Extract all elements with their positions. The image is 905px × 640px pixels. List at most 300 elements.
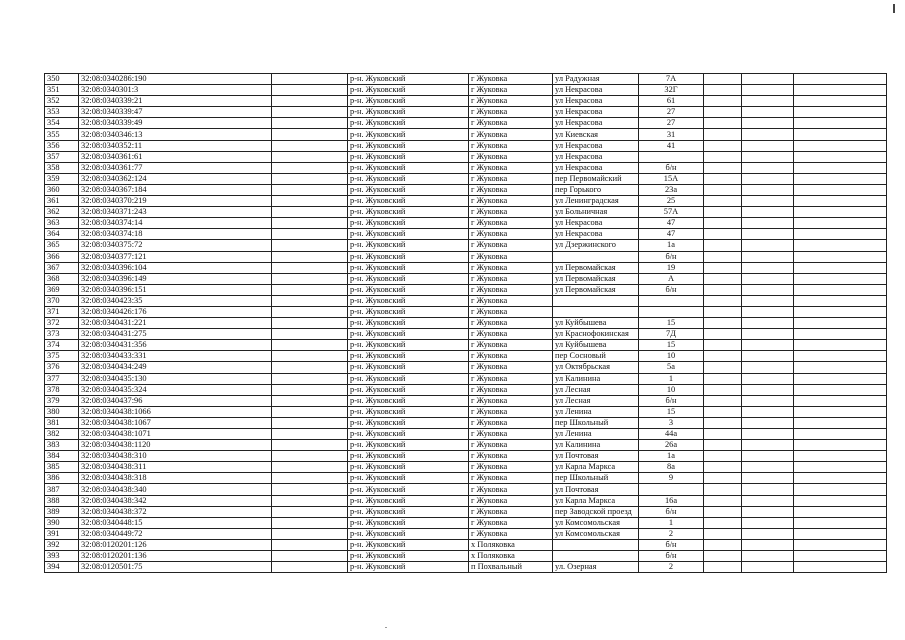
empty-cell <box>742 429 794 440</box>
empty-cell <box>272 162 348 173</box>
table-row <box>45 96 887 107</box>
house-number-cell: 1а <box>639 451 704 462</box>
district-cell: р-н. Жуковский <box>348 384 469 395</box>
street-cell: ул Некрасова <box>553 85 639 96</box>
house-number-cell: 23а <box>639 184 704 195</box>
house-number-cell: 26а <box>639 440 704 451</box>
locality-cell: х Поляковка <box>469 539 553 550</box>
empty-cell <box>794 517 887 528</box>
table-row <box>45 229 887 240</box>
locality-cell: г Жуковка <box>469 517 553 528</box>
house-number-cell: 10 <box>639 384 704 395</box>
cadastral-number-cell: 32:08:0340438:311 <box>79 462 272 473</box>
table-row <box>45 462 887 473</box>
cadastral-number-cell: 32:08:0340438:340 <box>79 484 272 495</box>
empty-cell <box>272 107 348 118</box>
street-cell: ул Лесная <box>553 395 639 406</box>
cadastral-number-cell: 32:08:0340375:72 <box>79 240 272 251</box>
street-cell: пер Школьный <box>553 417 639 428</box>
empty-cell <box>794 196 887 207</box>
district-cell: р-н. Жуковский <box>348 74 469 85</box>
house-number-cell: 2 <box>639 562 704 573</box>
cadastral-number-cell: 32:08:0340362:124 <box>79 173 272 184</box>
empty-cell <box>794 273 887 284</box>
table-row <box>45 107 887 118</box>
table-row <box>45 562 887 573</box>
table-row <box>45 517 887 528</box>
empty-cell <box>272 184 348 195</box>
district-cell: р-н. Жуковский <box>348 506 469 517</box>
row-number-cell: 390 <box>45 517 79 528</box>
district-cell: р-н. Жуковский <box>348 429 469 440</box>
district-cell: р-н. Жуковский <box>348 340 469 351</box>
empty-cell <box>742 218 794 229</box>
table-row <box>45 262 887 273</box>
empty-cell <box>794 218 887 229</box>
row-number-cell: 351 <box>45 85 79 96</box>
locality-cell: г Жуковка <box>469 417 553 428</box>
district-cell: р-н. Жуковский <box>348 351 469 362</box>
cadastral-number-cell: 32:08:0340339:21 <box>79 96 272 107</box>
street-cell: ул Почтовая <box>553 484 639 495</box>
empty-cell <box>704 506 742 517</box>
empty-cell <box>794 362 887 373</box>
cadastral-number-cell: 32:08:0340434:249 <box>79 362 272 373</box>
house-number-cell: 27 <box>639 107 704 118</box>
row-number-cell: 382 <box>45 429 79 440</box>
registry-table <box>44 73 887 573</box>
street-cell: ул Первомайская <box>553 262 639 273</box>
row-number-cell: 361 <box>45 196 79 207</box>
row-number-cell: 381 <box>45 417 79 428</box>
empty-cell <box>272 473 348 484</box>
empty-cell <box>794 451 887 462</box>
house-number-cell: 9 <box>639 473 704 484</box>
empty-cell <box>742 284 794 295</box>
district-cell: р-н. Жуковский <box>348 318 469 329</box>
table-row <box>45 351 887 362</box>
street-cell: ул Киевская <box>553 129 639 140</box>
district-cell: р-н. Жуковский <box>348 151 469 162</box>
district-cell: р-н. Жуковский <box>348 562 469 573</box>
empty-cell <box>794 151 887 162</box>
cadastral-number-cell: 32:08:0340377:121 <box>79 251 272 262</box>
empty-cell <box>704 473 742 484</box>
empty-cell <box>794 207 887 218</box>
row-number-cell: 352 <box>45 96 79 107</box>
empty-cell <box>742 229 794 240</box>
street-cell: пер Заводской проезд <box>553 506 639 517</box>
empty-cell <box>272 395 348 406</box>
locality-cell: г Жуковка <box>469 506 553 517</box>
empty-cell <box>272 85 348 96</box>
street-cell: ул. Озерная <box>553 562 639 573</box>
cadastral-number-cell: 32:08:0340438:1066 <box>79 406 272 417</box>
empty-cell <box>272 340 348 351</box>
locality-cell: г Жуковка <box>469 74 553 85</box>
row-number-cell: 355 <box>45 129 79 140</box>
table-row <box>45 284 887 295</box>
empty-cell <box>272 362 348 373</box>
cadastral-number-cell: 32:08:0340431:275 <box>79 329 272 340</box>
district-cell: р-н. Жуковский <box>348 295 469 306</box>
street-cell: ул Комсомольская <box>553 528 639 539</box>
locality-cell: п Похвальный <box>469 562 553 573</box>
cadastral-number-cell: 32:08:0340431:221 <box>79 318 272 329</box>
house-number-cell <box>639 295 704 306</box>
table-row <box>45 473 887 484</box>
empty-cell <box>794 539 887 550</box>
table-row <box>45 340 887 351</box>
row-number-cell: 389 <box>45 506 79 517</box>
row-number-cell: 394 <box>45 562 79 573</box>
district-cell: р-н. Жуковский <box>348 539 469 550</box>
house-number-cell: 1 <box>639 517 704 528</box>
table-row <box>45 218 887 229</box>
district-cell: р-н. Жуковский <box>348 495 469 506</box>
empty-cell <box>704 329 742 340</box>
cadastral-number-cell: 32:08:0120201:126 <box>79 539 272 550</box>
empty-cell <box>794 473 887 484</box>
row-number-cell: 385 <box>45 462 79 473</box>
table-row <box>45 151 887 162</box>
house-number-cell: б/н <box>639 506 704 517</box>
empty-cell <box>272 484 348 495</box>
house-number-cell: б/н <box>639 539 704 550</box>
row-number-cell: 360 <box>45 184 79 195</box>
empty-cell <box>794 395 887 406</box>
empty-cell <box>704 85 742 96</box>
empty-cell <box>742 395 794 406</box>
house-number-cell: 8а <box>639 462 704 473</box>
empty-cell <box>742 495 794 506</box>
street-cell: ул Октябрьская <box>553 362 639 373</box>
locality-cell: г Жуковка <box>469 118 553 129</box>
locality-cell: г Жуковка <box>469 429 553 440</box>
empty-cell <box>794 140 887 151</box>
empty-cell <box>704 284 742 295</box>
empty-cell <box>742 262 794 273</box>
table-body <box>45 74 887 573</box>
street-cell: пер Горького <box>553 184 639 195</box>
empty-cell <box>742 406 794 417</box>
district-cell: р-н. Жуковский <box>348 406 469 417</box>
row-number-cell: 368 <box>45 273 79 284</box>
table-row <box>45 429 887 440</box>
empty-cell <box>272 96 348 107</box>
locality-cell: г Жуковка <box>469 240 553 251</box>
empty-cell <box>272 551 348 562</box>
district-cell: р-н. Жуковский <box>348 517 469 528</box>
locality-cell: г Жуковка <box>469 451 553 462</box>
table-row <box>45 539 887 550</box>
street-cell: ул Некрасова <box>553 229 639 240</box>
house-number-cell: А <box>639 273 704 284</box>
empty-cell <box>704 129 742 140</box>
locality-cell: х Поляковка <box>469 551 553 562</box>
district-cell: р-н. Жуковский <box>348 229 469 240</box>
cadastral-number-cell: 32:08:0340438:310 <box>79 451 272 462</box>
house-number-cell: 2 <box>639 528 704 539</box>
table-row <box>45 495 887 506</box>
locality-cell: г Жуковка <box>469 295 553 306</box>
row-number-cell: 358 <box>45 162 79 173</box>
house-number-cell <box>639 306 704 317</box>
district-cell: р-н. Жуковский <box>348 417 469 428</box>
street-cell <box>553 539 639 550</box>
row-number-cell: 377 <box>45 373 79 384</box>
empty-cell <box>742 240 794 251</box>
district-cell: р-н. Жуковский <box>348 140 469 151</box>
locality-cell: г Жуковка <box>469 184 553 195</box>
table-row <box>45 318 887 329</box>
empty-cell <box>742 129 794 140</box>
empty-cell <box>704 107 742 118</box>
cadastral-number-cell: 32:08:0340370:219 <box>79 196 272 207</box>
locality-cell: г Жуковка <box>469 329 553 340</box>
row-number-cell: 386 <box>45 473 79 484</box>
district-cell: р-н. Жуковский <box>348 362 469 373</box>
table-row <box>45 362 887 373</box>
cadastral-number-cell: 32:08:0340396:151 <box>79 284 272 295</box>
empty-cell <box>794 107 887 118</box>
street-cell: ул Некрасова <box>553 96 639 107</box>
street-cell: ул Некрасова <box>553 140 639 151</box>
house-number-cell: 41 <box>639 140 704 151</box>
district-cell: р-н. Жуковский <box>348 440 469 451</box>
empty-cell <box>794 129 887 140</box>
street-cell: ул Дзержинского <box>553 240 639 251</box>
empty-cell <box>742 306 794 317</box>
district-cell: р-н. Жуковский <box>348 284 469 295</box>
cadastral-number-cell: 32:08:0340346:13 <box>79 129 272 140</box>
street-cell: ул Ленина <box>553 406 639 417</box>
row-number-cell: 353 <box>45 107 79 118</box>
empty-cell <box>272 351 348 362</box>
locality-cell: г Жуковка <box>469 406 553 417</box>
house-number-cell: 47 <box>639 229 704 240</box>
district-cell: р-н. Жуковский <box>348 118 469 129</box>
empty-cell <box>272 528 348 539</box>
empty-cell <box>794 173 887 184</box>
row-number-cell: 387 <box>45 484 79 495</box>
empty-cell <box>704 207 742 218</box>
empty-cell <box>742 440 794 451</box>
district-cell: р-н. Жуковский <box>348 107 469 118</box>
empty-cell <box>742 251 794 262</box>
empty-cell <box>742 140 794 151</box>
empty-cell <box>794 495 887 506</box>
house-number-cell: 15 <box>639 340 704 351</box>
house-number-cell: 44а <box>639 429 704 440</box>
empty-cell <box>272 406 348 417</box>
empty-cell <box>742 539 794 550</box>
cadastral-number-cell: 32:08:0340371:243 <box>79 207 272 218</box>
table-row <box>45 440 887 451</box>
empty-cell <box>742 340 794 351</box>
street-cell: ул Радужная <box>553 74 639 85</box>
house-number-cell: 7Д <box>639 329 704 340</box>
locality-cell: г Жуковка <box>469 85 553 96</box>
street-cell: ул Куйбышева <box>553 340 639 351</box>
district-cell: р-н. Жуковский <box>348 96 469 107</box>
district-cell: р-н. Жуковский <box>348 173 469 184</box>
row-number-cell: 380 <box>45 406 79 417</box>
table-row <box>45 395 887 406</box>
street-cell: ул Куйбышева <box>553 318 639 329</box>
empty-cell <box>704 406 742 417</box>
row-number-cell: 354 <box>45 118 79 129</box>
table-row <box>45 384 887 395</box>
locality-cell: г Жуковка <box>469 462 553 473</box>
row-number-cell: 357 <box>45 151 79 162</box>
cadastral-number-cell: 32:08:0340438:372 <box>79 506 272 517</box>
house-number-cell: б/н <box>639 284 704 295</box>
empty-cell <box>794 329 887 340</box>
empty-cell <box>272 207 348 218</box>
empty-cell <box>704 528 742 539</box>
table-row <box>45 506 887 517</box>
street-cell <box>553 251 639 262</box>
empty-cell <box>704 196 742 207</box>
house-number-cell: 1 <box>639 373 704 384</box>
table-row <box>45 85 887 96</box>
table-row <box>45 417 887 428</box>
empty-cell <box>704 373 742 384</box>
empty-cell <box>704 484 742 495</box>
empty-cell <box>272 417 348 428</box>
row-number-cell: 376 <box>45 362 79 373</box>
row-number-cell: 391 <box>45 528 79 539</box>
empty-cell <box>742 184 794 195</box>
locality-cell: г Жуковка <box>469 129 553 140</box>
row-number-cell: 393 <box>45 551 79 562</box>
cadastral-number-cell: 32:08:0340396:149 <box>79 273 272 284</box>
row-number-cell: 371 <box>45 306 79 317</box>
cadastral-number-cell: 32:08:0340361:61 <box>79 151 272 162</box>
street-cell: ул Карла Маркса <box>553 462 639 473</box>
locality-cell: г Жуковка <box>469 495 553 506</box>
empty-cell <box>272 74 348 85</box>
street-cell: ул Некрасова <box>553 118 639 129</box>
locality-cell: г Жуковка <box>469 273 553 284</box>
empty-cell <box>794 74 887 85</box>
empty-cell <box>794 295 887 306</box>
empty-cell <box>272 440 348 451</box>
empty-cell <box>742 551 794 562</box>
row-number-cell: 374 <box>45 340 79 351</box>
empty-cell <box>704 351 742 362</box>
locality-cell: г Жуковка <box>469 473 553 484</box>
cadastral-number-cell: 32:08:0340339:47 <box>79 107 272 118</box>
page-edge-mark <box>893 4 895 13</box>
table-row <box>45 484 887 495</box>
empty-cell <box>704 306 742 317</box>
row-number-cell: 370 <box>45 295 79 306</box>
locality-cell: г Жуковка <box>469 151 553 162</box>
empty-cell <box>742 462 794 473</box>
row-number-cell: 373 <box>45 329 79 340</box>
empty-cell <box>272 306 348 317</box>
table-row <box>45 118 887 129</box>
empty-cell <box>272 495 348 506</box>
house-number-cell: 15 <box>639 318 704 329</box>
cadastral-number-cell: 32:08:0340361:77 <box>79 162 272 173</box>
cadastral-number-cell: 32:08:0120501:75 <box>79 562 272 573</box>
table-row <box>45 162 887 173</box>
house-number-cell: б/н <box>639 251 704 262</box>
street-cell: пер Школьный <box>553 473 639 484</box>
locality-cell: г Жуковка <box>469 173 553 184</box>
table-row <box>45 240 887 251</box>
locality-cell: г Жуковка <box>469 196 553 207</box>
empty-cell <box>794 484 887 495</box>
house-number-cell: 25 <box>639 196 704 207</box>
empty-cell <box>742 417 794 428</box>
empty-cell <box>704 273 742 284</box>
cadastral-number-cell: 32:08:0340339:49 <box>79 118 272 129</box>
house-number-cell: 10 <box>639 351 704 362</box>
district-cell: р-н. Жуковский <box>348 85 469 96</box>
table-row <box>45 528 887 539</box>
street-cell: ул Некрасова <box>553 162 639 173</box>
empty-cell <box>742 451 794 462</box>
street-cell: ул Комсомольская <box>553 517 639 528</box>
table-row <box>45 295 887 306</box>
empty-cell <box>742 173 794 184</box>
empty-cell <box>794 284 887 295</box>
empty-cell <box>272 384 348 395</box>
cadastral-number-cell: 32:08:0340396:104 <box>79 262 272 273</box>
cadastral-number-cell: 32:08:0340426:176 <box>79 306 272 317</box>
empty-cell <box>742 162 794 173</box>
row-number-cell: 356 <box>45 140 79 151</box>
locality-cell: г Жуковка <box>469 528 553 539</box>
empty-cell <box>704 384 742 395</box>
house-number-cell: 27 <box>639 118 704 129</box>
locality-cell: г Жуковка <box>469 340 553 351</box>
table-row <box>45 173 887 184</box>
house-number-cell: 7А <box>639 74 704 85</box>
empty-cell <box>742 484 794 495</box>
row-number-cell: 367 <box>45 262 79 273</box>
empty-cell <box>272 240 348 251</box>
empty-cell <box>704 462 742 473</box>
empty-cell <box>794 406 887 417</box>
empty-cell <box>794 340 887 351</box>
empty-cell <box>704 318 742 329</box>
empty-cell <box>742 362 794 373</box>
table-row <box>45 373 887 384</box>
empty-cell <box>704 517 742 528</box>
street-cell: ул Калинина <box>553 373 639 384</box>
empty-cell <box>704 251 742 262</box>
district-cell: р-н. Жуковский <box>348 184 469 195</box>
empty-cell <box>742 506 794 517</box>
empty-cell <box>272 539 348 550</box>
empty-cell <box>272 229 348 240</box>
district-cell: р-н. Жуковский <box>348 373 469 384</box>
street-cell: ул Карла Маркса <box>553 495 639 506</box>
house-number-cell: 47 <box>639 218 704 229</box>
empty-cell <box>742 273 794 284</box>
table-row <box>45 306 887 317</box>
empty-cell <box>794 85 887 96</box>
table-row <box>45 196 887 207</box>
empty-cell <box>704 173 742 184</box>
district-cell: р-н. Жуковский <box>348 262 469 273</box>
district-cell: р-н. Жуковский <box>348 196 469 207</box>
